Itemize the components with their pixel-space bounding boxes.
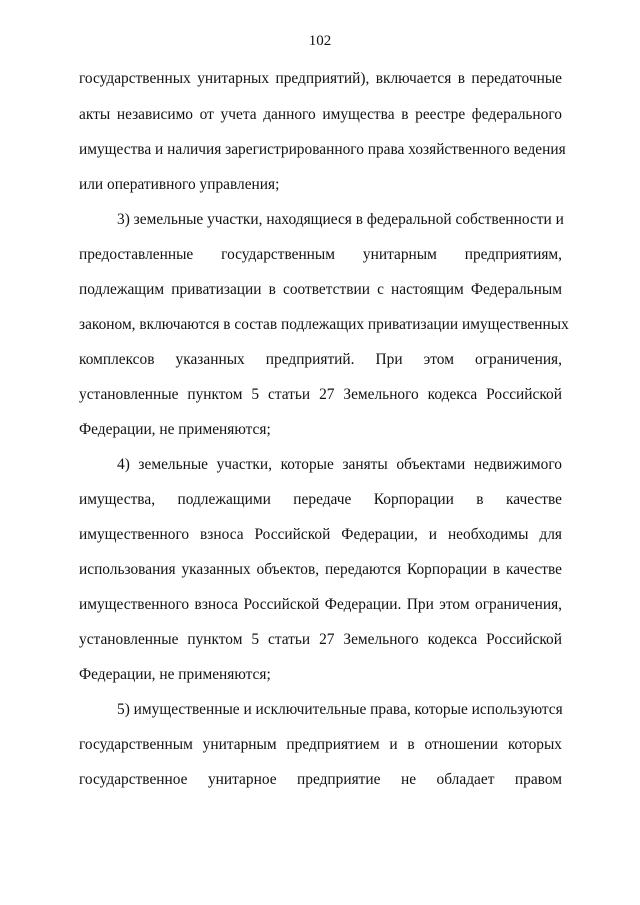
text-line: предоставленные государственным унитарным предприятиям, — [79, 246, 562, 263]
text-line: имущественного взноса Российской Федерации. При этом ограничения, — [79, 596, 562, 613]
text-line: акты независимо от учета данного имущества в реестре федерального — [79, 106, 562, 123]
text-line: государственным унитарным предприятием и в отношении которых — [79, 736, 562, 753]
text-line: или оперативного управления; — [79, 176, 280, 193]
text-line: установленные пунктом 5 статьи 27 Земельного кодекса Российской — [79, 386, 562, 403]
text-line: имущества и наличия зарегистрированного права хозяйственного ведения — [79, 141, 566, 158]
text-line: имущества, подлежащими передаче Корпорации в качестве — [79, 491, 562, 508]
text-line: государственное унитарное предприятие не обладает правом — [79, 771, 562, 788]
text-line: имущественного взноса Российской Федерации, и необходимы для — [79, 526, 562, 543]
text-line: 5) имущественные и исключительные права, которые используются — [117, 701, 563, 718]
text-line: использования указанных объектов, передаются Корпорации в качестве — [79, 561, 562, 578]
text-line: государственных унитарных предприятий), включается в передаточные — [79, 70, 562, 87]
text-line: подлежащим приватизации в соответствии с настоящим Федеральным — [79, 281, 562, 298]
text-line: законом, включаются в состав подлежащих приватизации имущественных — [79, 316, 569, 333]
text-line: Федерации, не применяются; — [79, 666, 271, 683]
text-line: 4) земельные участки, которые заняты объектами недвижимого — [117, 456, 562, 473]
text-line: комплексов указанных предприятий. При этом ограничения, — [79, 351, 562, 368]
text-line: 3) земельные участки, находящиеся в федеральной собственности и — [117, 211, 564, 228]
text-line: Федерации, не применяются; — [79, 421, 271, 438]
page-number: 102 — [308, 33, 332, 49]
text-line: установленные пунктом 5 статьи 27 Земельного кодекса Российской — [79, 631, 562, 648]
